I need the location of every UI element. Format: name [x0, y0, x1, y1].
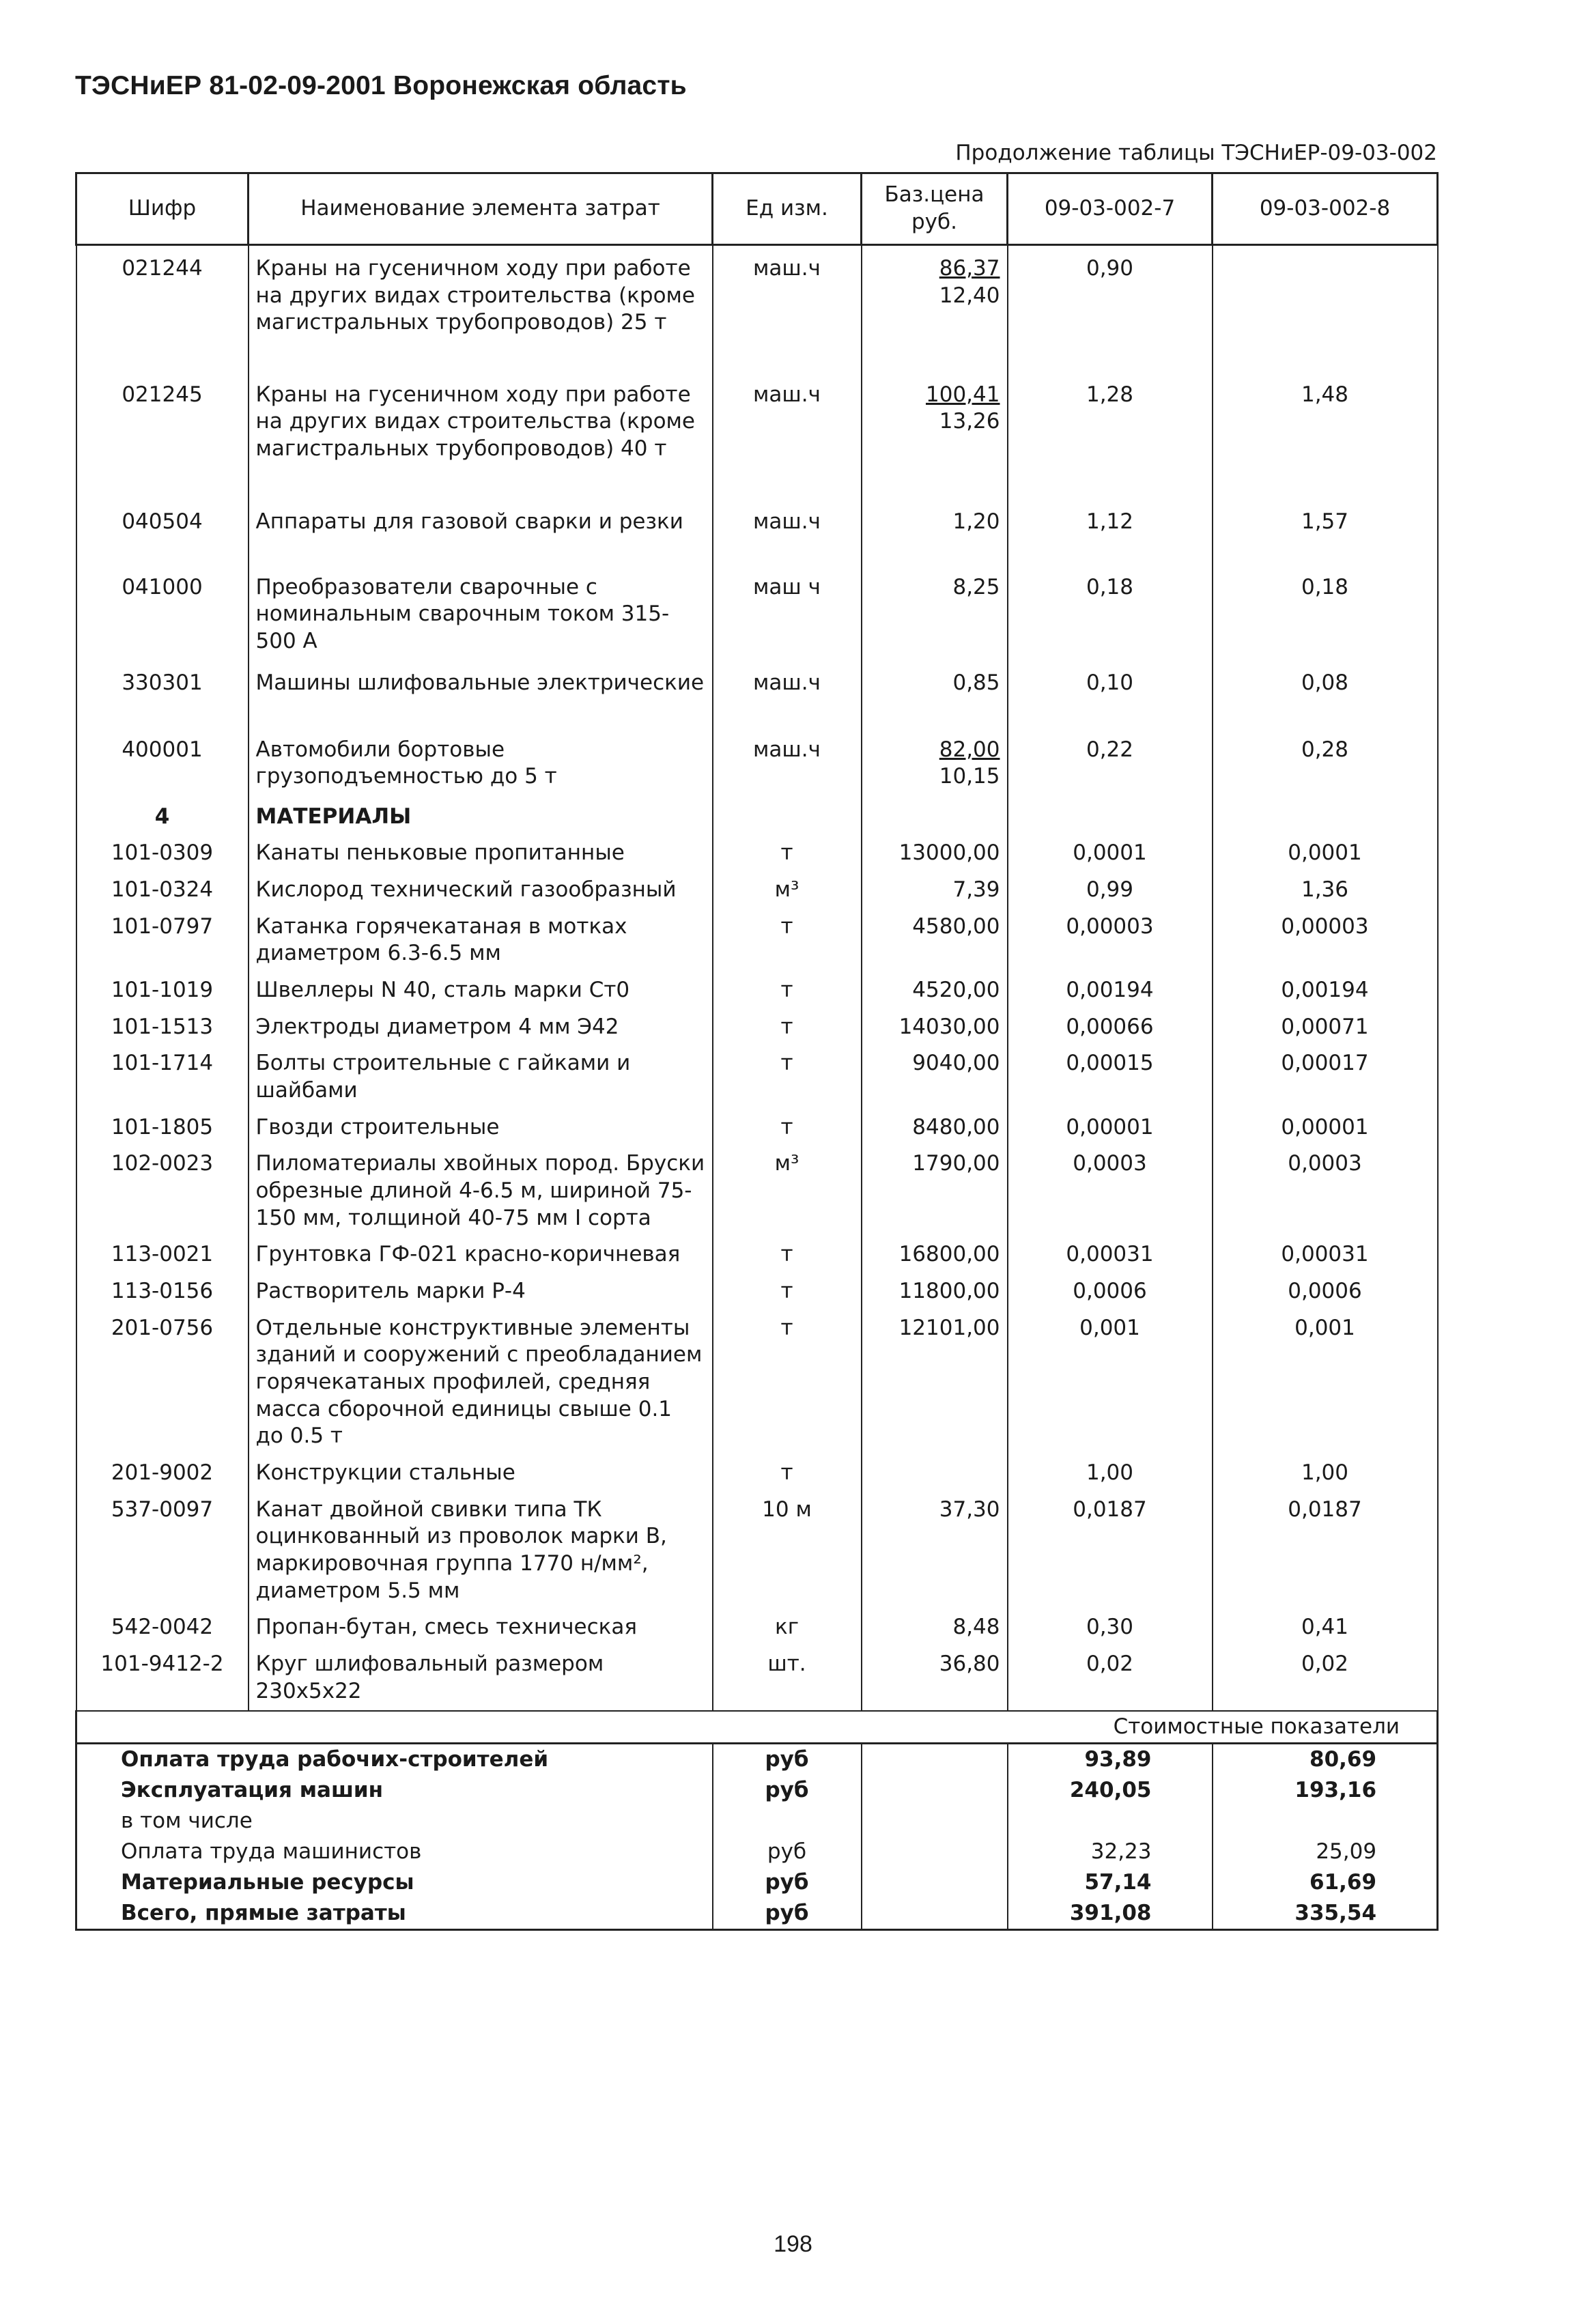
row-name: Кислород технический газообразный: [249, 867, 713, 904]
row-unit: т: [713, 1305, 862, 1450]
row-value-col2: 0,00071: [1213, 1004, 1438, 1041]
row-unit: т: [713, 1450, 862, 1487]
row-price: 36,80: [862, 1641, 1008, 1710]
cost-value-col2: 193,16: [1213, 1775, 1438, 1806]
header-col1: 09-03-002-7: [1008, 173, 1213, 245]
row-name: Катанка горячекатаная в мотках диаметром 6.3-6.5 мм: [249, 904, 713, 967]
machines-section: [76, 245, 1438, 794]
row-value-col1: 0,99: [1008, 867, 1213, 904]
materials-section: [76, 830, 1438, 1710]
cost-label: Материальные ресурсы: [76, 1867, 713, 1898]
table-row: [76, 565, 1438, 660]
row-name: Болты строительные с гайками и шайбами: [249, 1040, 713, 1104]
resource-table: [75, 172, 1439, 1710]
row-code: 101-1714: [76, 1040, 249, 1104]
row-code: 102-0023: [76, 1141, 249, 1232]
row-value-col1: 0,02: [1008, 1641, 1213, 1710]
cost-unit: руб: [713, 1867, 862, 1898]
cost-unit: руб: [713, 1775, 862, 1806]
row-price: 16800,00: [862, 1232, 1008, 1269]
row-unit: шт.: [713, 1641, 862, 1710]
table-row: [76, 1604, 1438, 1641]
row-value-col1: 0,00066: [1008, 1004, 1213, 1041]
cost-value-col2: 25,09: [1213, 1837, 1438, 1867]
row-unit: маш.ч: [713, 660, 862, 727]
section-name: МАТЕРИАЛЫ: [249, 794, 713, 831]
row-value-col1: 0,10: [1008, 660, 1213, 727]
row-code: 201-0756: [76, 1305, 249, 1450]
cost-value-col1: 240,05: [1008, 1775, 1213, 1806]
row-value-col1: 0,22: [1008, 727, 1213, 794]
row-value-col1: 0,00015: [1008, 1040, 1213, 1104]
row-price-machinist: 12,40: [939, 283, 1000, 308]
row-code: 101-0797: [76, 904, 249, 967]
cost-value-col1: 57,14: [1008, 1867, 1213, 1898]
cost-summary-table: [75, 1710, 1439, 1931]
table-row: [76, 1105, 1438, 1142]
row-code: 101-9412-2: [76, 1641, 249, 1710]
cost-row: [76, 1837, 1438, 1867]
row-value-col1: 0,0006: [1008, 1269, 1213, 1305]
row-value-col1: 0,001: [1008, 1305, 1213, 1450]
row-value-col1: 0,0001: [1008, 830, 1213, 867]
row-unit: маш.ч: [713, 727, 862, 794]
row-value-col1: 0,18: [1008, 565, 1213, 660]
row-price: [862, 727, 1008, 794]
row-value-col1: 1,12: [1008, 499, 1213, 565]
row-name: Грунтовка ГФ-021 красно-коричневая: [249, 1232, 713, 1269]
row-code: 101-0309: [76, 830, 249, 867]
cost-value-col1: [1008, 1806, 1213, 1837]
row-value-col1: 1,28: [1008, 372, 1213, 499]
row-value-col1: 0,00001: [1008, 1105, 1213, 1142]
row-value-col1: 0,00031: [1008, 1232, 1213, 1269]
row-name: Аппараты для газовой сварки и резки: [249, 499, 713, 565]
cost-value-col2: 61,69: [1213, 1867, 1438, 1898]
row-code: 113-0156: [76, 1269, 249, 1305]
row-unit: кг: [713, 1604, 862, 1641]
table-row: [76, 1641, 1438, 1710]
row-unit: м³: [713, 1141, 862, 1232]
cost-row: [76, 1867, 1438, 1898]
table-row: [76, 1040, 1438, 1104]
row-value-col1: 1,00: [1008, 1450, 1213, 1487]
row-code: 113-0021: [76, 1232, 249, 1269]
cost-empty-cell: [862, 1743, 1008, 1774]
row-value-col1: 0,0003: [1008, 1141, 1213, 1232]
table-row: [76, 867, 1438, 904]
row-unit: т: [713, 967, 862, 1004]
row-unit: т: [713, 904, 862, 967]
row-price: 1790,00: [862, 1141, 1008, 1232]
row-unit: маш ч: [713, 565, 862, 660]
row-value-col2: 0,0187: [1213, 1487, 1438, 1605]
cost-value-col2: 80,69: [1213, 1743, 1438, 1774]
row-price-main: 0,85: [952, 670, 1000, 695]
row-name: Пиломатериалы хвойных пород. Бруски обрезные длиной 4-6.5 м, шириной 75-150 мм, толщиной 40-75 мм I сорта: [249, 1141, 713, 1232]
table-row: [76, 372, 1438, 499]
row-value-col2: 0,02: [1213, 1641, 1438, 1710]
section-code: 4: [76, 794, 249, 831]
row-name: Гвозди строительные: [249, 1105, 713, 1142]
row-value-col2: 0,00017: [1213, 1040, 1438, 1104]
cost-row: [76, 1806, 1438, 1837]
row-name: Круг шлифовальный размером 230х5х22: [249, 1641, 713, 1710]
table-row: [76, 499, 1438, 565]
table-row: [76, 245, 1438, 372]
cost-row: [76, 1743, 1438, 1774]
row-name: Канаты пеньковые пропитанные: [249, 830, 713, 867]
row-value-col2: 0,0003: [1213, 1141, 1438, 1232]
row-code: 021245: [76, 372, 249, 499]
row-value-col1: 0,00194: [1008, 967, 1213, 1004]
cost-empty-cell: [862, 1775, 1008, 1806]
table-row: [76, 1141, 1438, 1232]
header-price: Баз.цена руб.: [862, 173, 1008, 245]
row-name: Пропан-бутан, смесь техническая: [249, 1604, 713, 1641]
header-code: Шифр: [76, 173, 249, 245]
cost-caption: Стоимостные показатели: [76, 1711, 1438, 1743]
row-price: 9040,00: [862, 1040, 1008, 1104]
row-unit: т: [713, 1004, 862, 1041]
row-value-col2: 0,0006: [1213, 1269, 1438, 1305]
row-unit: м³: [713, 867, 862, 904]
row-name: Машины шлифовальные электрические: [249, 660, 713, 727]
row-value-col2: 0,08: [1213, 660, 1438, 727]
row-price-main: 100,41: [926, 382, 1000, 407]
row-unit: т: [713, 1269, 862, 1305]
row-value-col2: 0,001: [1213, 1305, 1438, 1450]
row-code: 201-9002: [76, 1450, 249, 1487]
row-price: 14030,00: [862, 1004, 1008, 1041]
row-value-col2: 0,00194: [1213, 967, 1438, 1004]
table-row: [76, 1232, 1438, 1269]
row-value-col2: 0,0001: [1213, 830, 1438, 867]
cost-unit: [713, 1806, 862, 1837]
table-row: [76, 830, 1438, 867]
row-value-col2: 0,18: [1213, 565, 1438, 660]
row-value-col2: 1,57: [1213, 499, 1438, 565]
row-price-main: 1,20: [952, 509, 1000, 534]
table-row: [76, 1487, 1438, 1605]
row-code: 101-0324: [76, 867, 249, 904]
row-code: 537-0097: [76, 1487, 249, 1605]
cost-value-col2: 335,54: [1213, 1898, 1438, 1929]
row-name: Автомобили бортовые грузоподъемностью до 5 т: [249, 727, 713, 794]
row-price: 8480,00: [862, 1105, 1008, 1142]
row-unit: т: [713, 1040, 862, 1104]
cost-empty-cell: [862, 1898, 1008, 1929]
row-code: 101-1805: [76, 1105, 249, 1142]
row-value-col1: 0,00003: [1008, 904, 1213, 967]
table-row: [76, 1269, 1438, 1305]
row-price-machinist: 13,26: [939, 409, 1000, 434]
cost-unit: руб: [713, 1743, 862, 1774]
row-price-machinist: 10,15: [939, 764, 1000, 789]
cost-label: в том числе: [76, 1806, 713, 1837]
cost-empty-cell: [862, 1837, 1008, 1867]
row-unit: 10 м: [713, 1487, 862, 1605]
row-price: [862, 245, 1008, 372]
cost-unit: руб: [713, 1898, 862, 1929]
table-row: [76, 1450, 1438, 1487]
row-price: [862, 1450, 1008, 1487]
row-price: 13000,00: [862, 830, 1008, 867]
row-code: 040504: [76, 499, 249, 565]
row-unit: маш.ч: [713, 499, 862, 565]
row-value-col1: 0,30: [1008, 1604, 1213, 1641]
section-row: [76, 794, 1438, 831]
row-value-col2: 0,41: [1213, 1604, 1438, 1641]
cost-label: Эксплуатация машин: [76, 1775, 713, 1806]
row-unit: т: [713, 830, 862, 867]
row-name: Краны на гусеничном ходу при работе на других видах строительства (кроме магистральных трубопроводов) 40 т: [249, 372, 713, 499]
row-name: Растворитель марки Р-4: [249, 1269, 713, 1305]
table-row: [76, 727, 1438, 794]
row-price: 4520,00: [862, 967, 1008, 1004]
table-continuation-note: Продолжение таблицы ТЭСНиЕР-09-03-002: [955, 141, 1437, 165]
cost-empty-cell: [862, 1867, 1008, 1898]
table-row: [76, 904, 1438, 967]
row-code: 400001: [76, 727, 249, 794]
row-value-col2: 0,28: [1213, 727, 1438, 794]
row-price-main: 8,25: [952, 574, 1000, 599]
row-value-col2: 0,00003: [1213, 904, 1438, 967]
row-price: 11800,00: [862, 1269, 1008, 1305]
row-code: 041000: [76, 565, 249, 660]
row-price: [862, 565, 1008, 660]
page-number: 198: [774, 2231, 812, 2257]
row-value-col2: 0,00031: [1213, 1232, 1438, 1269]
header-name: Наименование элемента затрат: [249, 173, 713, 245]
cost-row: [76, 1775, 1438, 1806]
row-price: 8,48: [862, 1604, 1008, 1641]
cost-value-col2: [1213, 1806, 1438, 1837]
row-value-col2: 0,00001: [1213, 1105, 1438, 1142]
cost-value-col1: 32,23: [1008, 1837, 1213, 1867]
row-price: [862, 660, 1008, 727]
row-name: Швеллеры N 40, сталь марки Ст0: [249, 967, 713, 1004]
row-name: Электроды диаметром 4 мм Э42: [249, 1004, 713, 1041]
cost-value-col1: 93,89: [1008, 1743, 1213, 1774]
row-code: 101-1513: [76, 1004, 249, 1041]
row-value-col2: 1,36: [1213, 867, 1438, 904]
cost-label: Оплата труда машинистов: [76, 1837, 713, 1867]
row-price: 12101,00: [862, 1305, 1008, 1450]
row-unit: т: [713, 1232, 862, 1269]
cost-empty-cell: [862, 1806, 1008, 1837]
table-row: [76, 967, 1438, 1004]
document-title: ТЭСНиЕР 81-02-09-2001 Воронежская область: [75, 71, 687, 100]
row-name: Краны на гусеничном ходу при работе на других видах строительства (кроме магистральных трубопроводов) 25 т: [249, 245, 713, 372]
cost-unit: руб: [713, 1837, 862, 1867]
row-name: Преобразователи сварочные с номинальным сварочным током 315-500 А: [249, 565, 713, 660]
cost-label: Всего, прямые затраты: [76, 1898, 713, 1929]
row-name: Отдельные конструктивные элементы зданий и сооружений с преобладанием горячекатаных профилей, средняя масса сборочной единицы свыше 0.1 до 0.5 т: [249, 1305, 713, 1450]
table-row: [76, 1305, 1438, 1450]
row-name: Канат двойной свивки типа ТК оцинкованный из проволок марки В, маркировочная группа 1770 н/мм², диаметром 5.5 мм: [249, 1487, 713, 1605]
row-price-main: 86,37: [939, 256, 1000, 281]
row-price: [862, 372, 1008, 499]
row-unit: т: [713, 1105, 862, 1142]
row-price: 37,30: [862, 1487, 1008, 1605]
row-unit: маш.ч: [713, 245, 862, 372]
row-name: Конструкции стальные: [249, 1450, 713, 1487]
row-value-col2: 1,48: [1213, 372, 1438, 499]
row-price: 4580,00: [862, 904, 1008, 967]
table-row: [76, 1004, 1438, 1041]
row-code: 101-1019: [76, 967, 249, 1004]
row-value-col1: 0,0187: [1008, 1487, 1213, 1605]
row-code: 330301: [76, 660, 249, 727]
row-price: [862, 499, 1008, 565]
row-value-col2: 1,00: [1213, 1450, 1438, 1487]
cost-row: [76, 1898, 1438, 1929]
row-code: 542-0042: [76, 1604, 249, 1641]
row-price: 7,39: [862, 867, 1008, 904]
row-value-col1: 0,90: [1008, 245, 1213, 372]
row-value-col2: [1213, 245, 1438, 372]
table-row: [76, 660, 1438, 727]
row-code: 021244: [76, 245, 249, 372]
table-header-row: [76, 173, 1438, 245]
cost-value-col1: 391,08: [1008, 1898, 1213, 1929]
header-unit: Ед изм.: [713, 173, 862, 245]
row-unit: маш.ч: [713, 372, 862, 499]
cost-label: Оплата труда рабочих-строителей: [76, 1743, 713, 1774]
row-price-main: 82,00: [939, 737, 1000, 762]
header-col2: 09-03-002-8: [1213, 173, 1438, 245]
